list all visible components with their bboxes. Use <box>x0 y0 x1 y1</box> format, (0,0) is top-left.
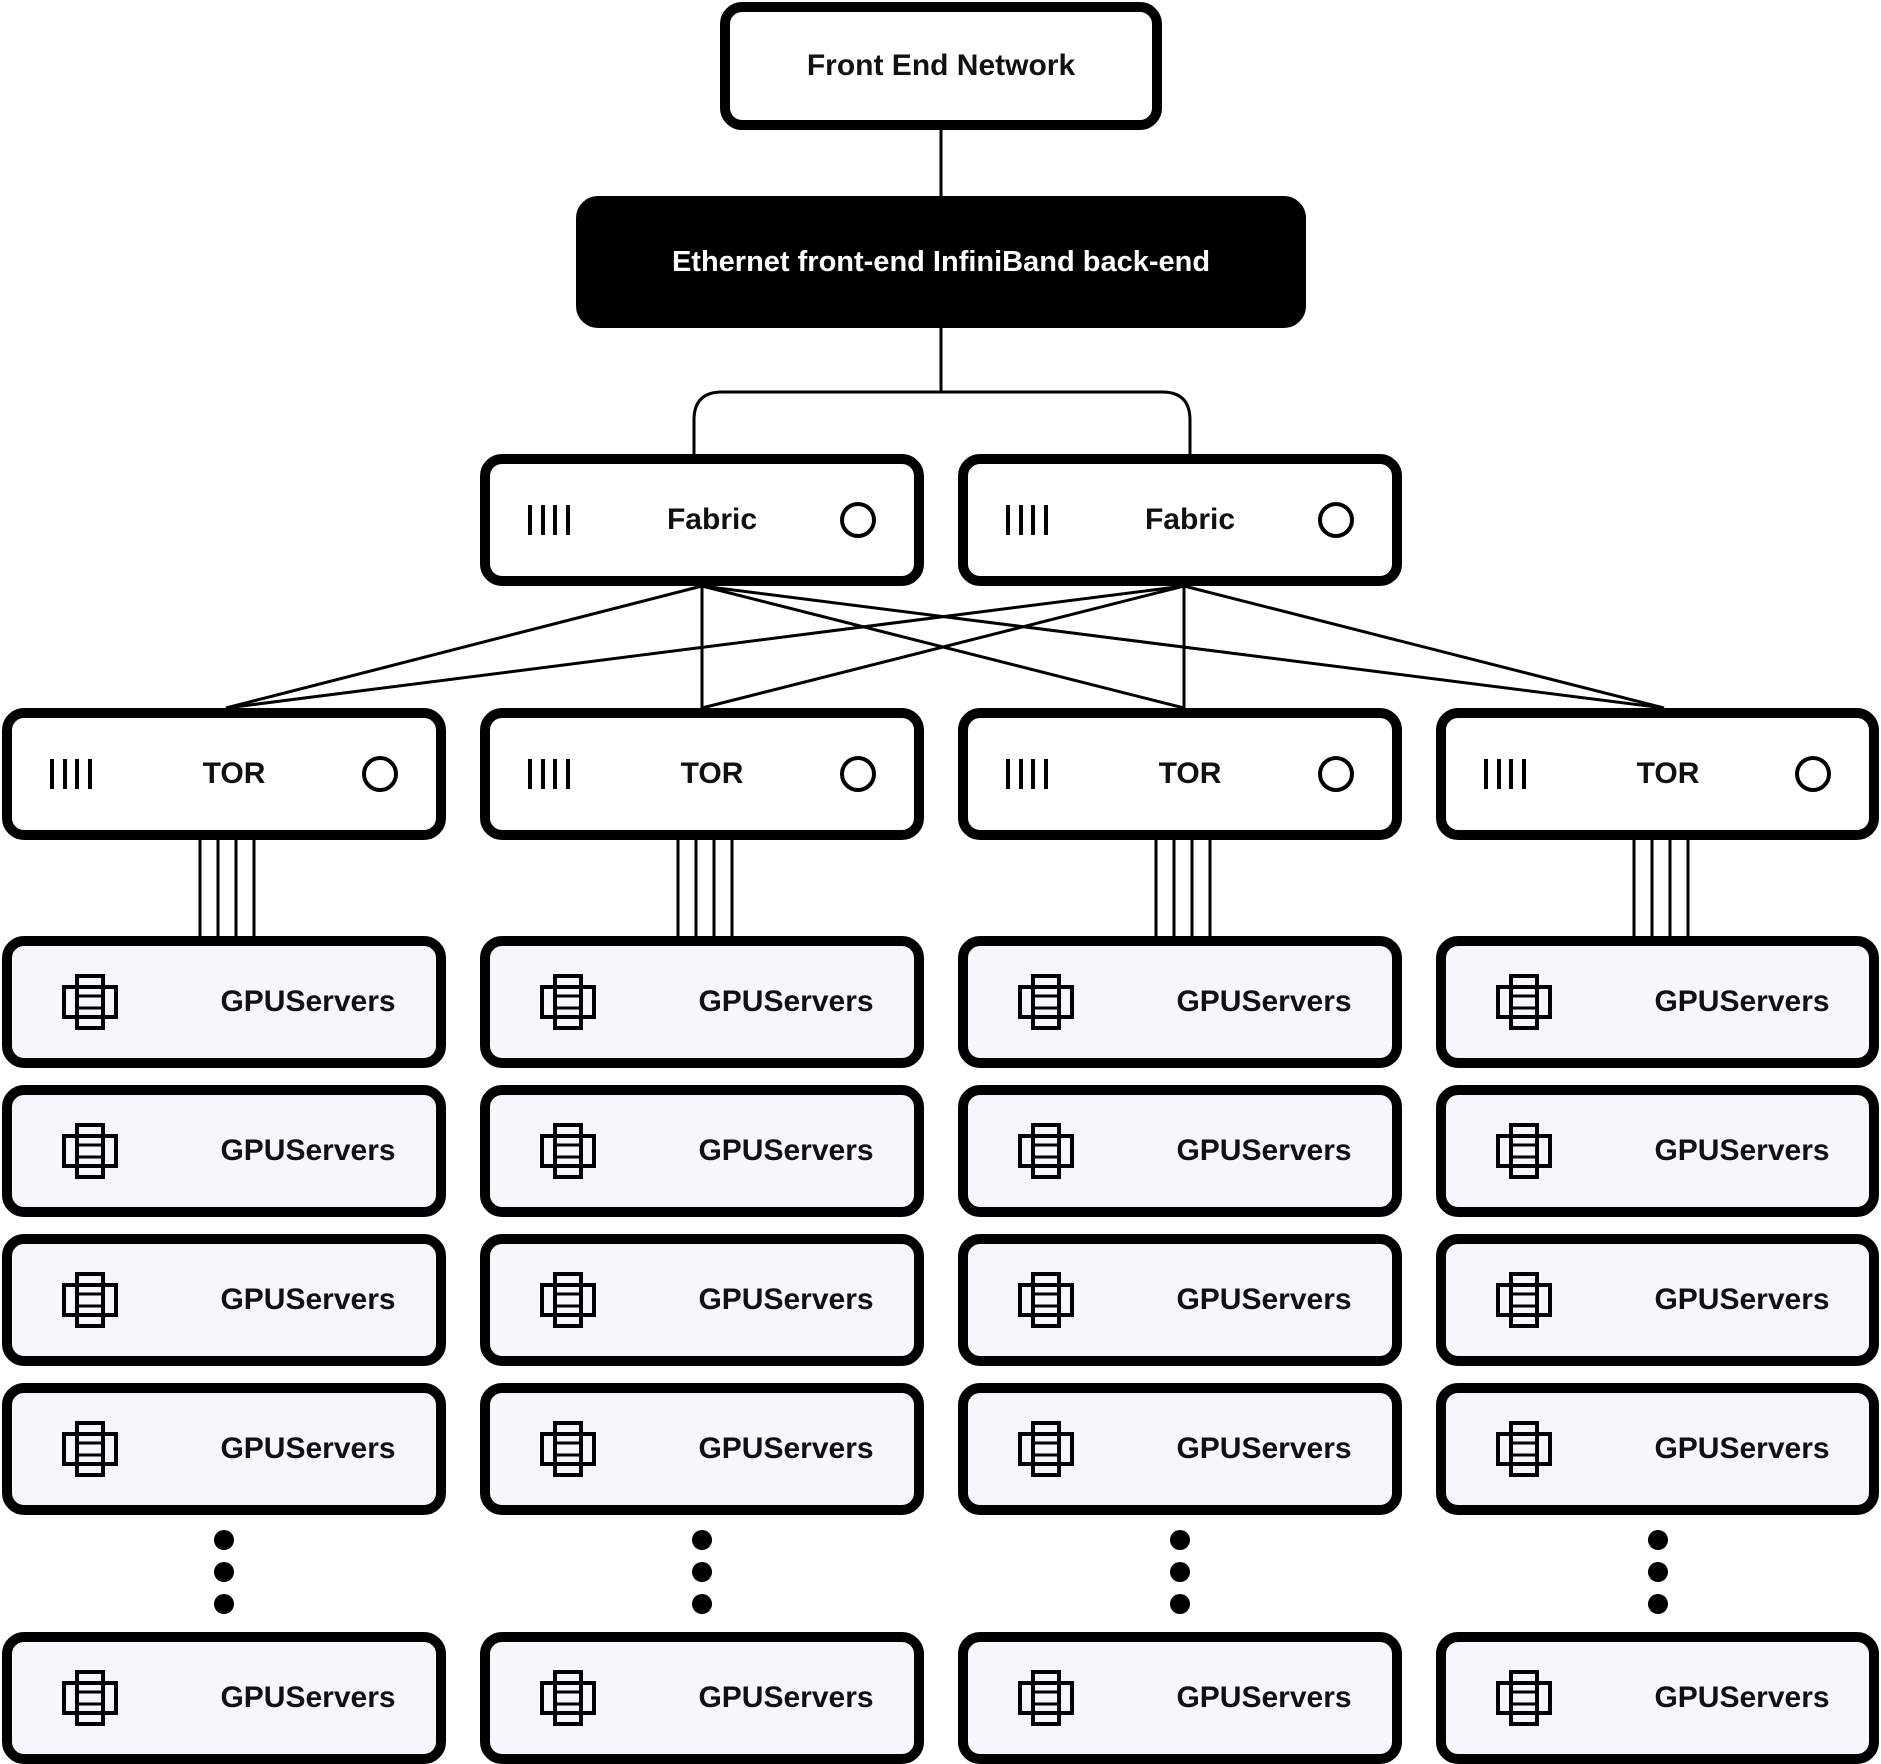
gpu-chip-icon <box>540 1421 596 1477</box>
status-ring-icon <box>840 502 876 538</box>
port-bars-icon <box>1006 759 1048 789</box>
gpu-server-node <box>480 1383 924 1515</box>
gpu-server-node <box>1436 1085 1879 1217</box>
gpu-chip-icon <box>1018 1272 1074 1328</box>
gpu-server-node <box>1436 1383 1879 1515</box>
vertical-ellipsis-icon <box>1648 1530 1668 1626</box>
vertical-ellipsis-icon <box>1170 1530 1190 1626</box>
gpu-server-label: GPUServers <box>698 1134 874 1167</box>
gpu-server-node <box>480 1085 924 1217</box>
port-bars-icon <box>1006 505 1048 535</box>
status-ring-icon <box>1318 502 1354 538</box>
gpu-chip-icon <box>540 1670 596 1726</box>
gpu-server-node <box>2 1383 446 1515</box>
fabric-to-tor-link <box>226 586 1184 708</box>
fabric-label: Fabric <box>1144 503 1236 536</box>
vertical-ellipsis-icon <box>692 1530 712 1626</box>
status-ring-icon <box>840 756 876 792</box>
gpu-server-label: GPUServers <box>698 1681 874 1714</box>
gpu-chip-icon <box>540 974 596 1030</box>
gpu-server-label: GPUServers <box>1654 1681 1830 1714</box>
gpu-server-node <box>2 1085 446 1217</box>
core-switch-node <box>576 196 1306 328</box>
gpu-server-node <box>480 1632 924 1764</box>
fabric-node <box>480 454 924 586</box>
status-ring-icon <box>362 756 398 792</box>
tor-switch-node <box>2 708 446 840</box>
vertical-ellipsis-icon <box>214 1530 234 1626</box>
gpu-server-node <box>958 1632 1402 1764</box>
gpu-server-node <box>958 1085 1402 1217</box>
gpu-server-node <box>958 936 1402 1068</box>
gpu-server-node <box>958 1383 1402 1515</box>
front-end-network-node <box>720 2 1162 130</box>
gpu-server-node <box>2 936 446 1068</box>
gpu-server-label: GPUServers <box>1176 1134 1352 1167</box>
gpu-server-node <box>958 1234 1402 1366</box>
gpu-server-node <box>1436 936 1879 1068</box>
gpu-chip-icon <box>540 1123 596 1179</box>
gpu-server-node <box>1436 1632 1879 1764</box>
port-bars-icon <box>50 759 92 789</box>
gpu-server-label: GPUServers <box>698 1432 874 1465</box>
gpu-server-node <box>1436 1234 1879 1366</box>
gpu-chip-icon <box>1496 1123 1552 1179</box>
gpu-server-label: GPUServers <box>220 1681 396 1714</box>
gpu-chip-icon <box>1496 1272 1552 1328</box>
gpu-server-label: GPUServers <box>1176 1681 1352 1714</box>
tor-label: TOR <box>202 757 266 790</box>
tor-switch-node <box>958 708 1402 840</box>
gpu-server-label: GPUServers <box>220 985 396 1018</box>
gpu-server-label: GPUServers <box>1654 1432 1830 1465</box>
gpu-server-label: GPUServers <box>220 1432 396 1465</box>
gpu-server-label: GPUServers <box>1176 985 1352 1018</box>
gpu-chip-icon <box>1496 974 1552 1030</box>
gpu-chip-icon <box>62 1670 118 1726</box>
core-switch-label: Ethernet front-end InfiniBand back-end <box>671 245 1211 278</box>
port-bars-icon <box>528 505 570 535</box>
gpu-server-label: GPUServers <box>1654 1134 1830 1167</box>
status-ring-icon <box>1318 756 1354 792</box>
front-end-network-label: Front End Network <box>806 49 1076 82</box>
gpu-chip-icon <box>1018 1670 1074 1726</box>
gpu-server-node <box>2 1234 446 1366</box>
fabric-to-tor-link <box>1184 586 1664 708</box>
port-bars-icon <box>528 759 570 789</box>
status-ring-icon <box>1795 756 1831 792</box>
port-bars-icon <box>1484 759 1526 789</box>
gpu-chip-icon <box>1496 1670 1552 1726</box>
gpu-chip-icon <box>62 974 118 1030</box>
gpu-server-label: GPUServers <box>1654 985 1830 1018</box>
tor-switch-node <box>1436 708 1879 840</box>
gpu-server-node <box>2 1632 446 1764</box>
gpu-chip-icon <box>62 1123 118 1179</box>
tor-label: TOR <box>680 757 744 790</box>
fabric-node <box>958 454 1402 586</box>
gpu-chip-icon <box>540 1272 596 1328</box>
gpu-server-label: GPUServers <box>1654 1283 1830 1316</box>
fabric-to-tor-link <box>226 586 702 708</box>
fabric-label: Fabric <box>666 503 758 536</box>
gpu-server-label: GPUServers <box>1176 1432 1352 1465</box>
tor-label: TOR <box>1158 757 1222 790</box>
gpu-server-node <box>480 936 924 1068</box>
tor-switch-node <box>480 708 924 840</box>
gpu-server-label: GPUServers <box>220 1134 396 1167</box>
gpu-server-label: GPUServers <box>698 1283 874 1316</box>
gpu-chip-icon <box>62 1272 118 1328</box>
gpu-server-label: GPUServers <box>220 1283 396 1316</box>
gpu-server-label: GPUServers <box>1176 1283 1352 1316</box>
gpu-chip-icon <box>1018 1123 1074 1179</box>
gpu-chip-icon <box>1496 1421 1552 1477</box>
gpu-chip-icon <box>1018 1421 1074 1477</box>
gpu-chip-icon <box>1018 974 1074 1030</box>
core-to-fabric-branch <box>694 392 1190 454</box>
gpu-server-label: GPUServers <box>698 985 874 1018</box>
gpu-chip-icon <box>62 1421 118 1477</box>
tor-label: TOR <box>1636 757 1700 790</box>
gpu-server-node <box>480 1234 924 1366</box>
